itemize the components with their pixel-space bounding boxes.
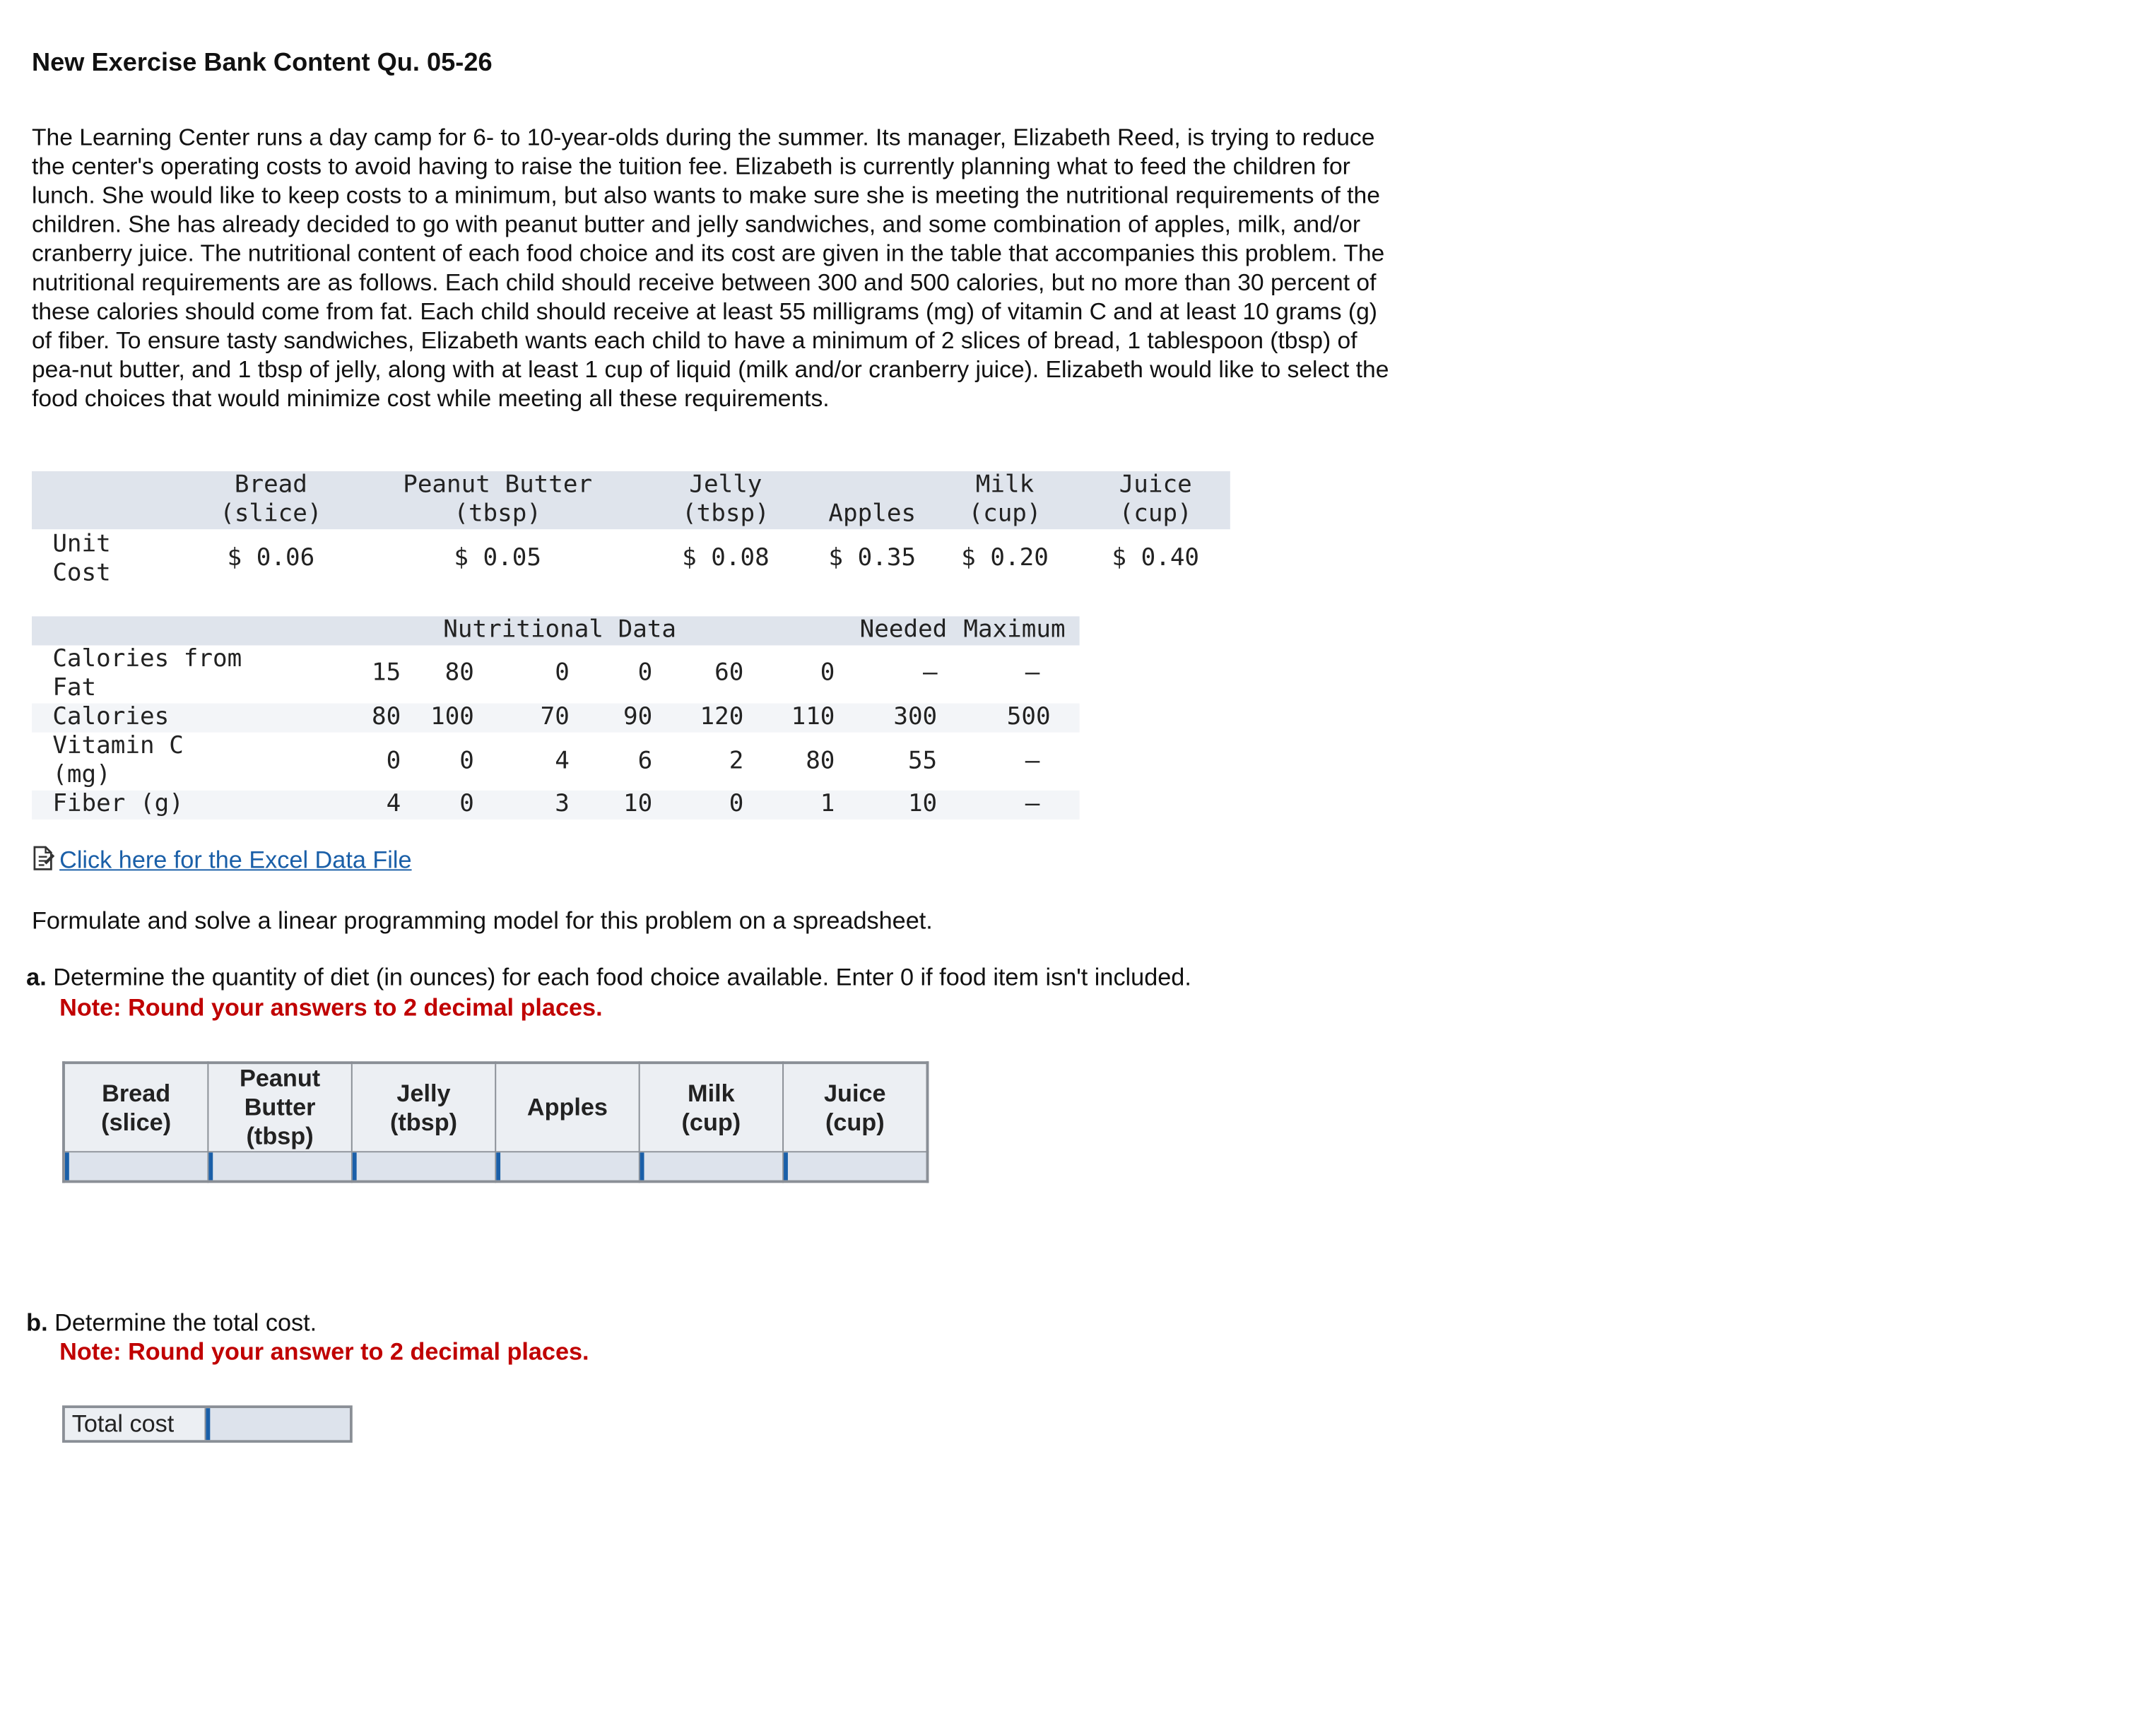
total-cost-row xyxy=(62,1405,353,1443)
unit-cost-label-2: Cost xyxy=(52,560,111,588)
nutrition-header: Nutritional Data xyxy=(443,616,677,644)
excel-data-file-link[interactable]: Click here for the Excel Data File xyxy=(59,846,412,874)
fiber-pb: 0 xyxy=(459,790,474,818)
vitc-pb: 0 xyxy=(459,747,474,776)
fat-milk: 60 xyxy=(714,659,744,687)
vitc-bread: 0 xyxy=(386,747,401,776)
fat-apples: 0 xyxy=(637,659,653,687)
part-a-letter: a. xyxy=(26,963,47,991)
fiber-milk: 0 xyxy=(729,790,744,818)
row-label-calories: Calories xyxy=(52,703,170,731)
cost-juice: $ 0.40 xyxy=(1112,544,1200,572)
answer-header-jelly: Jelly (tbsp) xyxy=(352,1063,495,1152)
side-mark xyxy=(0,531,1,560)
fiber-maximum: — xyxy=(1025,790,1040,818)
cost-header-pb-2: (tbsp) xyxy=(454,500,541,528)
juice-answer-input[interactable] xyxy=(784,1152,926,1180)
cost-header-apples-2: Apples xyxy=(828,500,917,528)
vitc-milk: 2 xyxy=(729,747,744,776)
answer-table xyxy=(62,1061,929,1183)
row-label-fiber: Fiber (g) xyxy=(52,790,184,818)
vitc-apples: 6 xyxy=(637,747,653,776)
excel-link-row xyxy=(32,846,412,877)
answer-cell-jelly xyxy=(352,1152,495,1181)
cost-header-juice-2: (cup) xyxy=(1119,500,1192,528)
answer-header-juice: Juice (cup) xyxy=(783,1063,927,1152)
row-label-fat-2: Fat xyxy=(52,674,97,702)
fat-pb: 80 xyxy=(444,659,474,687)
milk-answer-input[interactable] xyxy=(640,1152,782,1180)
answer-header-bread: Bread (slice) xyxy=(64,1063,208,1152)
unit-cost-label-1: Unit xyxy=(52,531,111,559)
answer-cell-apples xyxy=(495,1152,639,1181)
cal-bread: 80 xyxy=(372,703,401,731)
fiber-jelly: 3 xyxy=(555,790,570,818)
vitc-jelly: 4 xyxy=(555,747,570,776)
cost-header-bread-2: (slice) xyxy=(220,500,322,528)
part-a-question: Determine the quantity of diet (in ounces) for each food choice available. Enter 0 if food item isn't included. xyxy=(53,963,1191,991)
answer-cell-peanut-butter xyxy=(208,1152,351,1181)
fiber-needed: 10 xyxy=(907,790,938,818)
fat-maximum: — xyxy=(1025,659,1040,687)
answer-header-apples: Apples xyxy=(495,1063,639,1152)
part-b-question: Determine the total cost. xyxy=(54,1308,317,1337)
part-b-question-row xyxy=(26,1308,317,1337)
page-title: New Exercise Bank Content Qu. 05-26 xyxy=(31,47,493,76)
vitc-needed: 55 xyxy=(907,747,938,776)
cal-pb: 100 xyxy=(430,703,474,731)
needed-header: Needed xyxy=(859,616,948,644)
total-cost-label: Total cost xyxy=(65,1408,206,1440)
part-b-letter: b. xyxy=(26,1308,48,1337)
part-a-note: Note: Round your answers to 2 decimal places. xyxy=(59,993,603,1022)
cost-header-jelly-2: (tbsp) xyxy=(682,500,770,528)
cost-peanut-butter: $ 0.05 xyxy=(454,544,541,572)
cost-header-milk-1: Milk xyxy=(975,471,1035,500)
cost-header-milk-2: (cup) xyxy=(968,500,1042,528)
cost-bread: $ 0.06 xyxy=(227,544,315,572)
fiber-juice: 1 xyxy=(820,790,835,818)
fat-juice: 0 xyxy=(820,659,835,687)
vitc-maximum: — xyxy=(1025,747,1040,776)
answer-cell-bread xyxy=(64,1152,208,1181)
maximum-header: Maximum xyxy=(963,616,1066,644)
row-label-vitc-1: Vitamin C xyxy=(52,732,184,760)
vitc-juice: 80 xyxy=(806,747,835,776)
cost-apples: $ 0.35 xyxy=(828,544,917,572)
bread-answer-input[interactable] xyxy=(65,1152,207,1180)
cost-jelly: $ 0.08 xyxy=(682,544,770,572)
instruction-text: Formulate and solve a linear programming model for this problem on a spreadsheet. xyxy=(31,906,933,935)
apples-answer-input[interactable] xyxy=(496,1152,638,1180)
fiber-apples: 10 xyxy=(623,790,653,818)
answer-header-peanut-butter: Peanut Butter (tbsp) xyxy=(208,1063,351,1152)
answer-header-milk: Milk (cup) xyxy=(640,1063,783,1152)
problem-text: The Learning Center runs a day camp for 6- to 10-year-olds during the summer. Its manager, Elizabeth Reed, is trying to reduce the center's operating costs to avoid having to raise the tuition fee. Elizabeth is currently planning what to feed the children for lunch. She would like to keep costs to a minimum, but also wants to make sure she is meeting the nutritional requirements of the children. She has already decided to go with peanut butter and jelly sandwiches, and some combination of apples, milk, and/or cranberry juice. The nutritional content of each food choice and its cost are given in the table that accompanies this problem. The nutritional requirements are as follows. Each child should receive between 300 and 500 calories, but no more than 30 percent of these calories should come from fat. Each child should receive at least 55 milligrams (mg) of vitamin C and at least 10 grams (g) of fiber. To ensure tasty sandwiches, Elizabeth wants each child to have a minimum of 2 slices of bread, 1 tablespoon (tbsp) of pea-nut butter, and 1 tbsp of jelly, along with at least 1 cup of liquid (milk and/or cranberry juice). Elizabeth would like to select the food choices that would minimize cost while meeting all these requirements. xyxy=(31,123,1389,412)
cost-header-jelly-1: Jelly xyxy=(689,471,762,500)
answer-cell-milk xyxy=(640,1152,783,1181)
fat-bread: 15 xyxy=(372,659,401,687)
fiber-bread: 4 xyxy=(386,790,401,818)
cal-apples: 90 xyxy=(623,703,653,731)
peanut-butter-answer-input[interactable] xyxy=(208,1152,351,1180)
cost-header-bread-1: Bread xyxy=(234,471,307,500)
total-cost-input[interactable] xyxy=(206,1408,349,1440)
cost-header-juice-1: Juice xyxy=(1119,471,1192,500)
cal-maximum: 500 xyxy=(1006,703,1051,731)
cal-juice: 110 xyxy=(791,703,835,731)
part-a-question-row xyxy=(26,963,1191,992)
cal-milk: 120 xyxy=(700,703,744,731)
cost-header-pb-1: Peanut Butter xyxy=(403,471,593,500)
cost-milk: $ 0.20 xyxy=(961,544,1049,572)
cal-needed: 300 xyxy=(893,703,938,731)
answer-cell-juice xyxy=(783,1152,927,1181)
row-label-fat-1: Calories from xyxy=(52,645,242,673)
jelly-answer-input[interactable] xyxy=(353,1152,495,1180)
fat-jelly: 0 xyxy=(555,659,570,687)
fat-needed: — xyxy=(923,659,938,687)
part-b-note: Note: Round your answer to 2 decimal places. xyxy=(59,1337,589,1366)
row-label-vitc-2: (mg) xyxy=(52,761,111,789)
document-icon[interactable] xyxy=(32,846,55,877)
cal-jelly: 70 xyxy=(540,703,570,731)
